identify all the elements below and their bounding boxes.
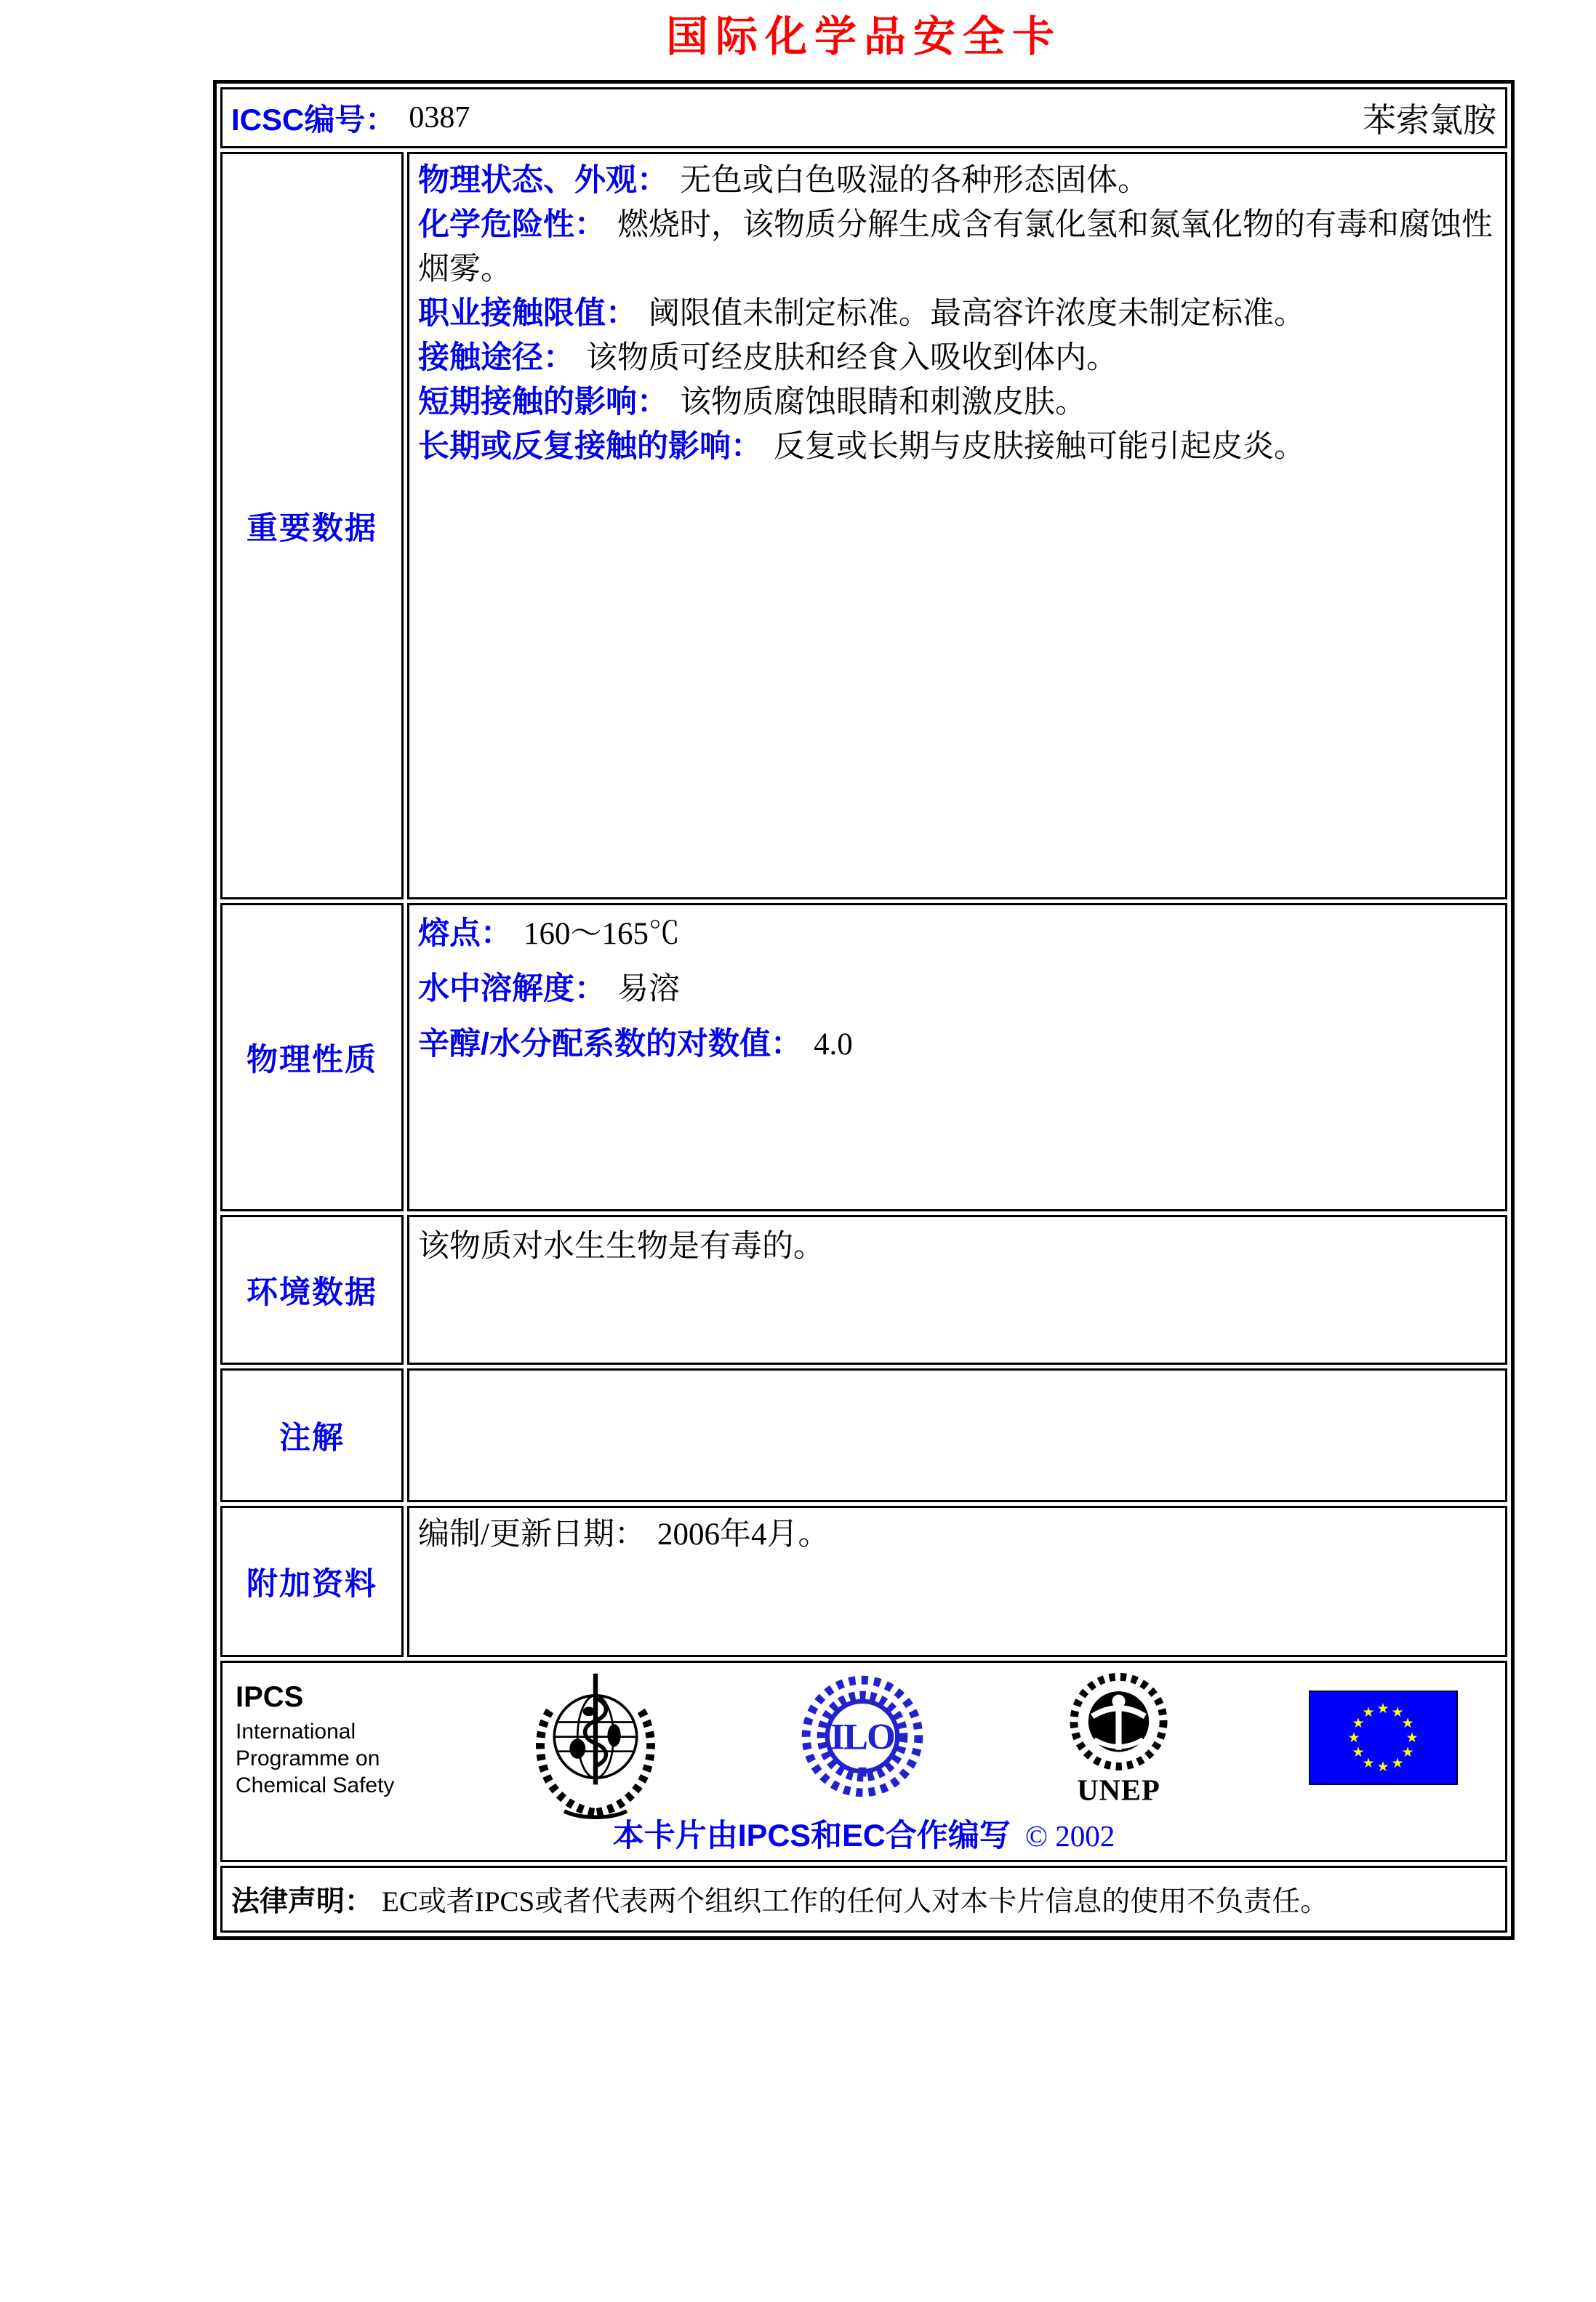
ipcs-title: IPCS xyxy=(236,1681,304,1713)
svg-text:★: ★ xyxy=(1376,1701,1390,1717)
kv-line xyxy=(418,1509,1496,1554)
kv-key: 水中溶解度： xyxy=(418,971,606,1006)
section-content-environmental-data xyxy=(407,1215,1507,1365)
kv-key: 物理状态、外观： xyxy=(418,163,668,198)
kv-key: 短期接触的影响： xyxy=(418,385,668,420)
section-content-important-data xyxy=(407,152,1507,899)
header-row xyxy=(220,87,1507,148)
kv-value: 4.0 xyxy=(813,1027,853,1062)
unep-label: UNEP xyxy=(1077,1773,1160,1805)
kv-line xyxy=(418,962,1496,1017)
ipcs-line: International xyxy=(236,1720,356,1744)
kv-value: 易溶 xyxy=(617,972,680,1006)
kv-key: 熔点： xyxy=(418,916,512,951)
kv-value: 燃烧时，该物质分解生成含有氯化氢和氮氧化物的有毒和腐蚀性烟雾。 xyxy=(418,208,1493,286)
eu-flag-icon xyxy=(1309,1691,1458,1789)
kv-line xyxy=(418,1017,1496,1072)
kv-line xyxy=(418,422,1496,466)
ipcs-line: Chemical Safety xyxy=(236,1773,395,1797)
legal-notice-label: 法律声明： xyxy=(231,1886,374,1917)
kv-key: 职业接触限值： xyxy=(418,296,637,331)
section-content-physical-properties xyxy=(407,903,1507,1211)
chemical-name: 苯索氯胺 xyxy=(1363,102,1496,139)
kv-value: 阈限值未制定标准。最高容许浓度未制定标准。 xyxy=(649,297,1305,331)
kv-line xyxy=(418,377,1496,422)
section-label-additional-info: 附加资料 xyxy=(220,1506,404,1657)
svg-text:★: ★ xyxy=(1362,1755,1375,1771)
kv-line xyxy=(418,333,1496,377)
svg-text:★: ★ xyxy=(1391,1755,1404,1771)
kv-value: 该物质可经皮肤和经食入吸收到体内。 xyxy=(586,341,1118,375)
kv-key: 编制/更新日期： xyxy=(418,1517,646,1552)
kv-value: 160～165℃ xyxy=(524,917,680,951)
collaboration-text: 本卡片由IPCS和EC合作编写 xyxy=(612,1818,1011,1853)
svg-text:★: ★ xyxy=(1376,1759,1390,1775)
section-label-notes: 注解 xyxy=(220,1368,404,1502)
section-label-important-data: 重要数据 xyxy=(220,152,404,899)
svg-text:★: ★ xyxy=(1405,1730,1419,1746)
kv-line xyxy=(418,289,1496,333)
section-content-notes xyxy=(407,1368,1507,1502)
kv-value: 2006年4月。 xyxy=(657,1517,830,1552)
kv-line xyxy=(418,907,1496,962)
icsc-number-label: ICSC编号： xyxy=(231,103,396,137)
environmental-data-text: 该物质对水生生物是有毒的。 xyxy=(418,1230,825,1264)
svg-text:★: ★ xyxy=(1352,1715,1365,1731)
card-sheet xyxy=(213,0,1515,1940)
collaboration-note xyxy=(230,1811,1498,1856)
svg-text:★: ★ xyxy=(1347,1730,1360,1746)
ilo-label: ILO xyxy=(830,1717,894,1758)
kv-value: 无色或白色吸湿的各种形态固体。 xyxy=(680,164,1149,198)
logos-row xyxy=(220,1661,1507,1862)
kv-value: 反复或长期与皮肤接触可能引起皮炎。 xyxy=(774,430,1305,464)
legal-notice-row xyxy=(220,1866,1507,1933)
kv-key: 接触途径： xyxy=(418,340,574,375)
copyright-text: © 2002 xyxy=(1024,1819,1115,1853)
who-emblem-icon xyxy=(526,1670,665,1824)
svg-text:★: ★ xyxy=(1362,1704,1375,1720)
icsc-number-value: 0387 xyxy=(409,101,470,135)
kv-line xyxy=(418,200,1496,289)
kv-value: 该物质腐蚀眼睛和刺激皮肤。 xyxy=(680,385,1086,420)
page-title: 国际化学品安全卡 xyxy=(665,13,1062,60)
notes-text xyxy=(418,1372,1496,1376)
section-content-additional-info xyxy=(407,1506,1507,1657)
svg-text:★: ★ xyxy=(1401,1715,1414,1731)
svg-text:★: ★ xyxy=(1401,1744,1414,1760)
card-table xyxy=(213,80,1515,1940)
ipcs-line: Programme on xyxy=(236,1746,380,1770)
ilo-emblem-icon xyxy=(796,1670,929,1806)
kv-line xyxy=(418,156,1496,200)
section-label-physical-properties: 物理性质 xyxy=(220,903,404,1211)
legal-notice-text: EC或者IPCS或者代表两个组织工作的任何人对本卡片信息的使用不负责任。 xyxy=(382,1886,1329,1917)
section-label-environmental-data: 环境数据 xyxy=(220,1215,404,1365)
kv-key: 辛醇/水分配系数的对数值： xyxy=(418,1027,802,1062)
kv-key: 长期或反复接触的影响： xyxy=(418,429,762,464)
kv-key: 化学危险性： xyxy=(418,207,606,242)
svg-text:★: ★ xyxy=(1391,1704,1404,1720)
unep-emblem-icon xyxy=(1059,1670,1178,1809)
svg-text:★: ★ xyxy=(1352,1744,1365,1760)
ipcs-text-block xyxy=(236,1670,394,1799)
